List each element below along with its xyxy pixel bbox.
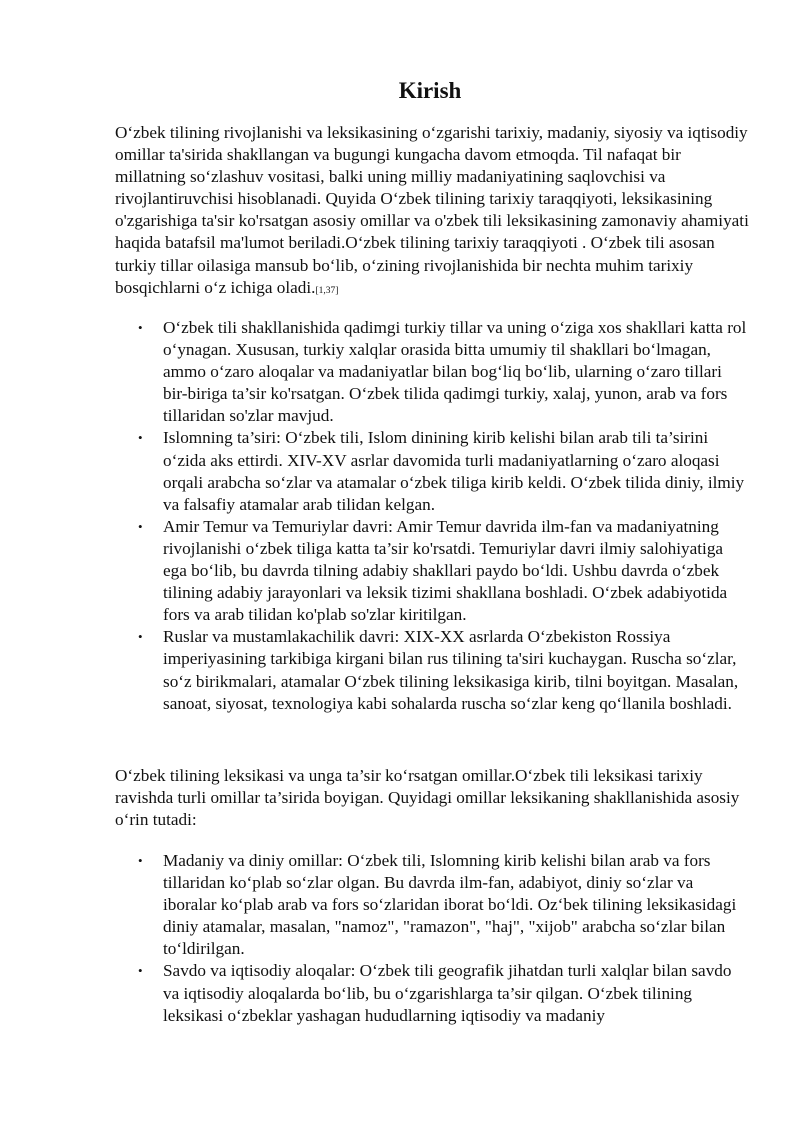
list-item-text: O‘zbek tili shakllanishida qadimgi turkiy tillar va uning o‘ziga xos shakllari katta rol o‘ynagan. Xususan, turkiy xalqlar orasida bitta umumiy til shakllari bo‘lmagan, ammo o‘zaro aloqalar va madaniyatlar bilan bog‘liq bo‘lib, ularning o‘zaro tillari bir-biriga ta’sir ko'rsatgan. O‘zbek tilida qadimgi turkiy, xalaj, yunon, arab va fors tillaridan so'zlar mavjud. (163, 318, 747, 426)
intro-paragraph-text: O‘zbek tilining rivojlanishi va leksikasining o‘zgarishi tarixiy, madaniy, siyosiy va iqtisodiy omillar ta'sirida shakllangan va bugungi kungacha davom etmoqda. Til nafaqat bir millatning so‘zlashuv vositasi, balki uning milliy madaniyatining saqlovchisi va rivojlantiruvchisi hisoblanadi. Quyida O‘zbek tilining tarixiy taraqqiyoti, leksikasining o'zgarishiga ta'sir ko'rsatgan asosiy omillar va o'zbek tili leksikasining zamonaviy ahamiyati haqida batafsil ma'lumot beriladi.O‘zbek tilining tarixiy taraqqiyoti . O‘zbek tili asosan turkiy tillar oilasiga mansub bo‘lib, o‘zining rivojlanishida bir nechta muhim tarixiy bosqichlarni o‘z ichiga oladi. (115, 123, 749, 297)
bullet-icon: • (138, 963, 143, 979)
list-item (0, 626, 750, 714)
list-item (0, 960, 750, 1026)
bullet-icon: • (138, 518, 143, 534)
list-item (0, 516, 750, 626)
bullet-icon: • (138, 629, 143, 645)
list-item-text: Amir Temur va Temuriylar davri: Amir Temur davrida ilm-fan va madaniyatning rivojlanishi o‘zbek tiliga katta ta’sir ko'rsatdi. Temuriylar davri ilmiy salohiyatiga ega bo‘lib, bu davrda tilning adabiy shakllari paydo bo‘ldi. Ushbu davrda o‘zbek tilining adabiy jarayonlari va leksik tizimi shakllana boshladi. O‘zbek adabiyotida fors va arab tilidan ko'plab so'zlar kiritilgan. (163, 516, 728, 625)
intro-paragraph (115, 122, 750, 302)
list-item-text: Ruslar va mustamlakachilik davri: XIX-XX asrlarda O‘zbekiston Rossiya imperiyasining tarkibiga kirgani bilan rus tilining ta'siri kuchaygan. Ruscha so‘zlar, so‘z birikmalari, atamalar O‘zbek tilining leksikasiga kirib, tilni boyitgan. Masalan, sanoat, siyosat, texnologiya kabi sohalarda ruscha so‘zlar keng qo‘llanila boshladi. (163, 627, 739, 713)
list-item-text: Savdo va iqtisodiy aloqalar: O‘zbek tili geografik jihatdan turli xalqlar bilan savdo va iqtisodiy aloqalarda bo‘lib, bu o‘zgarishlarga ta’sir qilgan. O‘zbek tilining leksikasi o‘zbeklar yashagan hududlarning iqtisodiy va madaniy (163, 961, 732, 1025)
list-item (0, 850, 750, 960)
page-title: Kirish (398, 78, 462, 103)
factors-bullet-list (0, 850, 750, 1027)
list-item-text: Madaniy va diniy omillar: O‘zbek tili, Islomning kirib kelishi bilan arab va fors tillaridan ko‘plab so‘zlar olgan. Bu davrda ilm-fan, adabiyot, diniy so‘zlar va iboralar ko‘plab arab va fors so‘zlaridan iborat bo‘ldi. Oz‘bek tilining leksikasidagi diniy atamalar, masalan, "namoz", "ramazon", "haj", "xijob" arabcha so‘zlar bilan to‘ldirilgan. (163, 851, 737, 959)
citation-reference: [1,37] (315, 285, 339, 296)
lexicon-paragraph: O‘zbek tilining leksikasi va unga ta’sir ko‘rsatgan omillar.O‘zbek tili leksikasi tarixiy ravishda turli omillar ta’sirida boyigan. Quyidagi omillar leksikaning shakllanishida asosiy o‘rin tutadi: (115, 766, 740, 830)
list-item (0, 427, 750, 515)
bullet-icon: • (138, 430, 143, 446)
list-item-text: Islomning ta’siri: O‘zbek tili, Islom dinining kirib kelishi bilan arab tili ta’sirini o‘zida aks ettirdi. XIV-XV asrlar davomida turli madaniyatlarning o‘zaro aloqasi orqali arabcha so‘zlar va atamalar o‘zbek tiliga kirib keldi. O‘zbek tilida diniy, ilmiy va falsafiy atamalar arab tilidan kelgan. (163, 428, 745, 514)
bullet-icon: • (138, 320, 143, 335)
bullet-icon: • (138, 853, 143, 868)
history-bullet-list (0, 317, 750, 715)
list-item (0, 317, 750, 427)
